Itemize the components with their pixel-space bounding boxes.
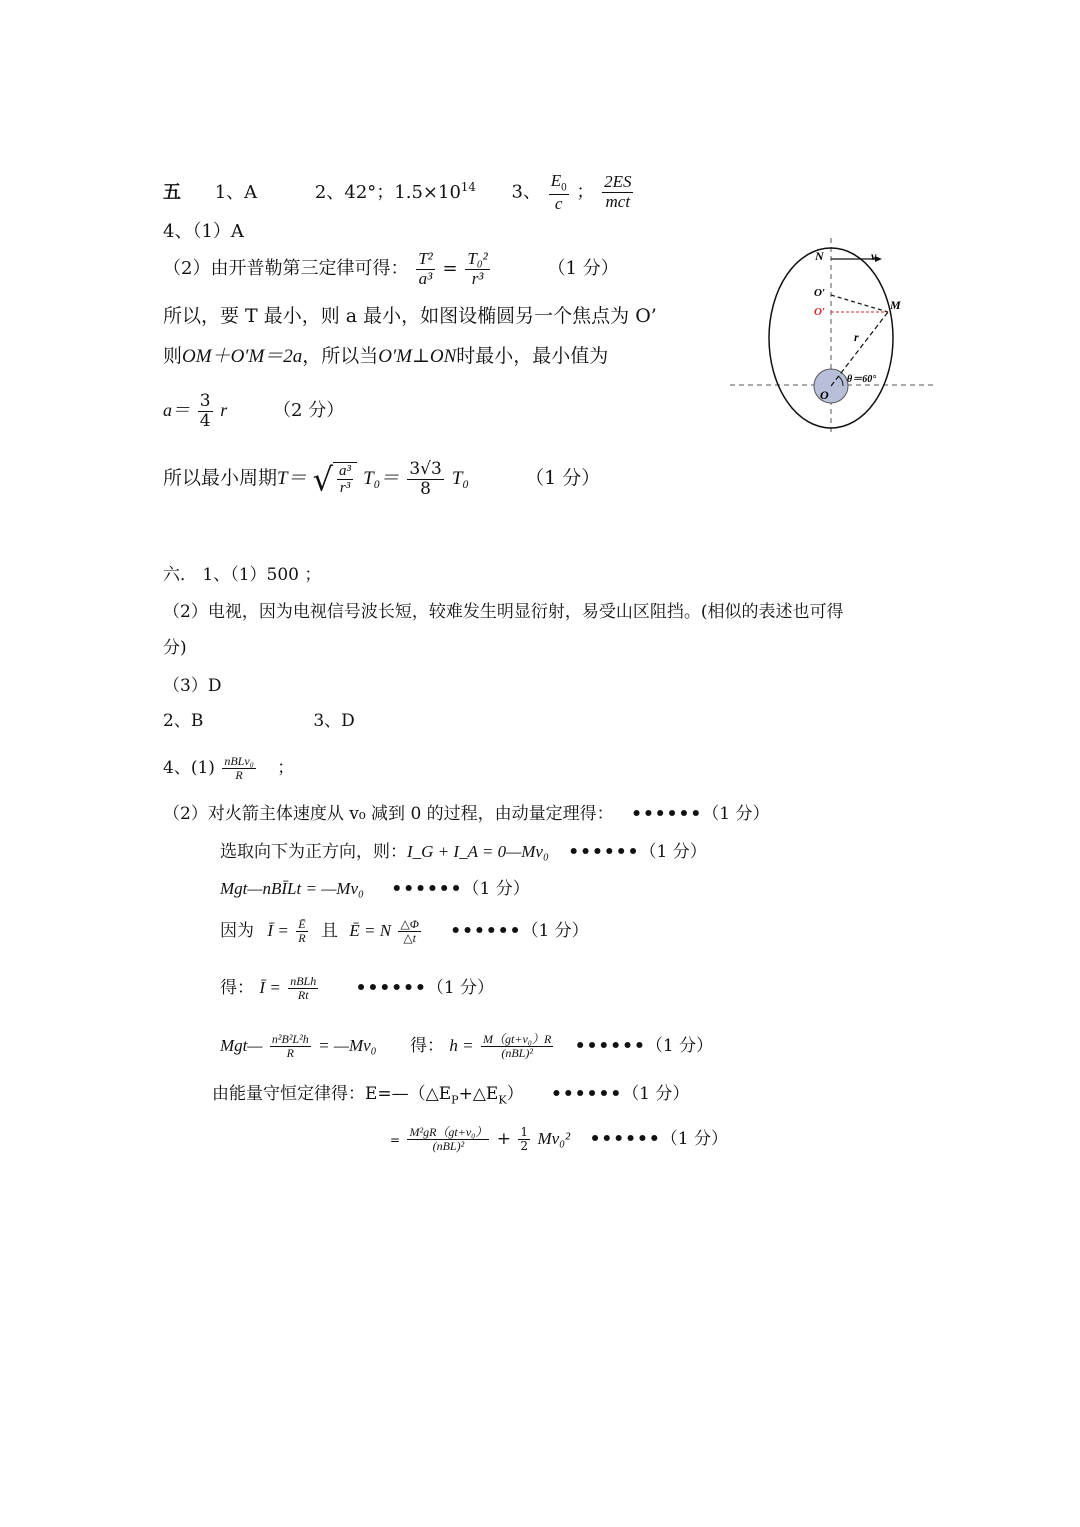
fraction-h: $\frac{\text{M（gt+v₀）R}}{\text{(nBL)²}}$ bbox=[483, 1032, 552, 1061]
sec6-eq-line-7: = $\frac{\text{M²gR（gt+v₀）}}{\text{(nBL)²}}$ + $\frac{1}{2}$ Mv₀² ••••••（1 分） bbox=[390, 1125, 728, 1154]
sqrt-a3-r3: √ $\frac{\text{a³}}{\text{r³}}$ bbox=[313, 462, 357, 497]
sec5-min-line: 所以，要 T 最小，则 a 最小，如图设椭圆另一个焦点为 O’ bbox=[163, 305, 657, 327]
fraction-dphi-dt: $\frac{\triangle\Phi}{\triangle t}$ bbox=[400, 917, 419, 946]
sec5-label: 五 bbox=[163, 181, 181, 203]
sec6-line-2b: 分) bbox=[163, 638, 187, 658]
a-equals: a＝ bbox=[163, 400, 190, 421]
fraction-energy: $\frac{\text{M²gR（gt+v₀）}}{\text{(nBL)²}}$ bbox=[409, 1125, 488, 1154]
sec5-line-1 bbox=[163, 172, 635, 213]
sec5-t-line: 所以最小周期T＝ √ $\frac{\text{a³}}{\text{r³}}$ T₀＝ $\frac{3√3}{8}$ T₀ （1 分） bbox=[163, 459, 601, 499]
fraction-3sqrt3-8: $\frac{3√3}{8}$ bbox=[409, 459, 442, 499]
sec5-q3: 3、 bbox=[511, 181, 541, 203]
sec6-eq-line-1: 选取向下为正方向，则：I_G + I_A = 0—Mv₀ ••••••（1 分） bbox=[220, 842, 707, 862]
sec6-eq-line-2: Mgt—nBĪLt = —Mv₀ ••••••（1 分） bbox=[220, 879, 530, 899]
label-o-prime: O′ bbox=[814, 287, 826, 299]
sec5-om-line: 则OM＋O′M＝2a，所以当O′M⊥ON时最小，最小值为 bbox=[163, 345, 609, 367]
label-m: M bbox=[890, 298, 901, 312]
fraction-3-4: $\frac{3}{4}$ bbox=[199, 391, 211, 431]
label-o: O bbox=[820, 388, 829, 402]
label-theta: θ＝60° bbox=[847, 374, 877, 385]
sec6-q2-q3: 2、B 3、D bbox=[163, 711, 355, 731]
sec6-q4-1: 4、(1) $\frac{\text{nBLv₀}}{R}$ ； bbox=[163, 754, 295, 783]
fraction-nblh-rt: $\frac{\text{nBLh}}{Rt}$ bbox=[290, 974, 317, 1003]
sec5-kepler-line bbox=[163, 250, 619, 288]
o-prime-to-m-line bbox=[831, 295, 888, 312]
fraction-e0-over-c: $\frac{E_0}{c}$ bbox=[550, 171, 567, 213]
r-symbol: r bbox=[220, 400, 228, 421]
sec6-eq-line-3: 因为 Ī = $\frac{Ē}{R}$ 且 Ē = N $\frac{\triangle\Phi}{\triangle t}$ ••••••（1 分） bbox=[220, 917, 589, 946]
sec5-a-line bbox=[163, 392, 344, 430]
sec5-q4-1: 4、（1）A bbox=[163, 221, 244, 242]
score-label: （2 分） bbox=[273, 400, 345, 422]
fraction-2es-over-mct: $\frac{2ES}{\text{mct}}$ bbox=[604, 172, 632, 212]
sec6-eq-line-6: 由能量守恒定律得：$E=—(\triangle E_P+\triangle E_K)$ ••••••（1 分） bbox=[212, 1084, 690, 1107]
sec6-eq-line-5: Mgt— $\frac{\text{n²B²L²h}}{R}$ = —Mv₀ 得： h = $\frac{\text{M（gt+v₀）R}}{\text{(nBL)²}}$ ••••••（1 分） bbox=[220, 1032, 714, 1061]
sec6-q4-2: （2）对火箭主体速度从 v₀ 减到 0 的过程，由动量定理得： ••••••（1 分） bbox=[163, 804, 770, 824]
score-label: （1 分） bbox=[525, 467, 601, 490]
sec6-eq-line-4: 得： Ī = $\frac{\text{nBLh}}{Rt}$ ••••••（1 分） bbox=[220, 974, 495, 1003]
label-v: v bbox=[871, 249, 877, 263]
ellipse-orbit-figure bbox=[725, 238, 935, 438]
sec6-line-2: （2）电视，因为电视信号波长短，较难发生明显衍射，易受山区阻挡。(相似的表述也可得 bbox=[163, 602, 844, 622]
score-label: （1 分） bbox=[547, 258, 619, 280]
fraction-n2b2l2h-r: $\frac{\text{n²B²L²h}}{R}$ bbox=[271, 1032, 309, 1061]
fraction-t2-a3: $\frac{\text{T²}}{\text{a³}}$ bbox=[418, 249, 433, 288]
separator: ； bbox=[576, 181, 595, 203]
label-o-prime-red: O′ bbox=[814, 306, 826, 318]
equals: = bbox=[442, 258, 458, 280]
fraction-e-r: $\frac{Ē}{R}$ bbox=[298, 917, 306, 946]
fraction-t02-r3: $\frac{\text{T₀²}}{\text{r³}}$ bbox=[467, 249, 488, 288]
fraction-half: $\frac{1}{2}$ bbox=[520, 1125, 529, 1154]
sec5-q2: 2、42°；$1.5\times 10^{14}$ bbox=[314, 179, 476, 203]
label-n: N bbox=[815, 249, 824, 263]
sec5-q1: 1、A bbox=[214, 181, 258, 203]
label-r: r bbox=[854, 330, 859, 344]
sec6-line-1: 六． 1、（1）500 ； bbox=[163, 565, 322, 585]
fraction-nblv0-r: $\frac{\text{nBLv₀}}{R}$ bbox=[224, 754, 254, 783]
kepler-text: （2）由开普勒第三定律可得： bbox=[163, 258, 409, 280]
sec6-line-3: （3）D bbox=[163, 676, 222, 696]
